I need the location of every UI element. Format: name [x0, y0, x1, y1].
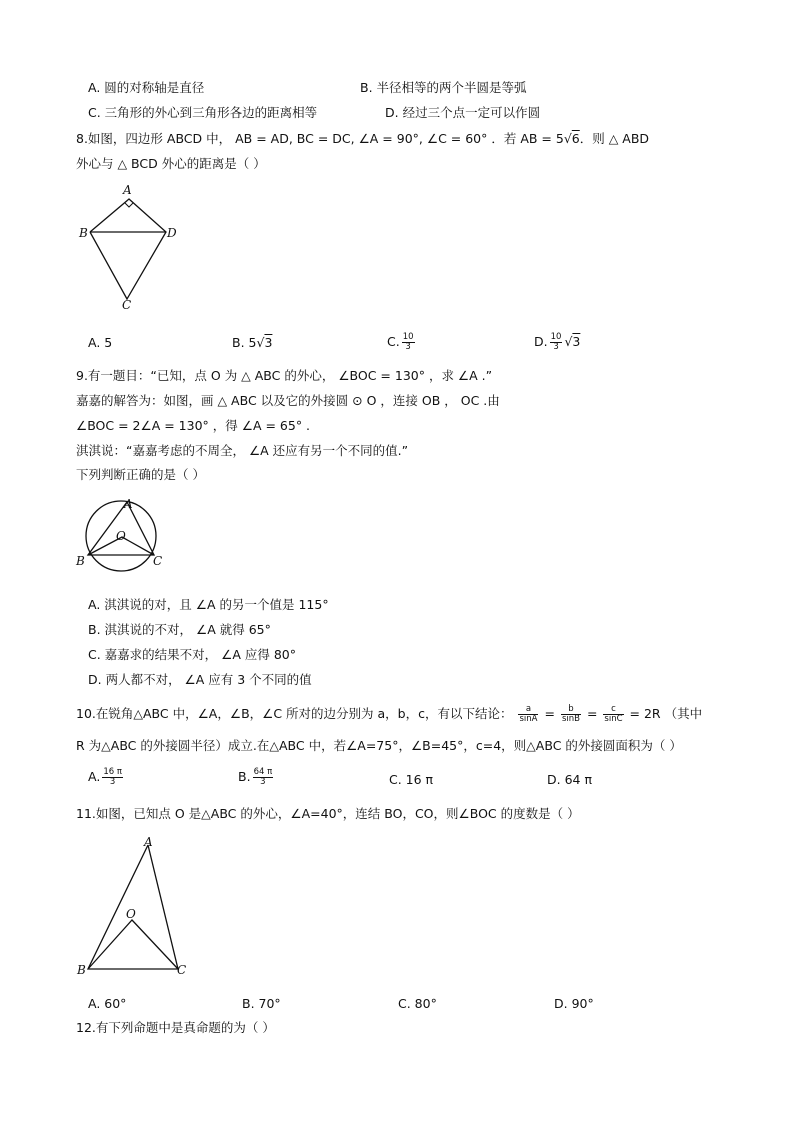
q9-stem-line5: 下列判断正确的是（ ）: [76, 467, 205, 482]
q11-option-d: D. 90°: [554, 996, 594, 1011]
q10-fraction-c-sinc: $\frac{c}{\sin C}$: [604, 704, 623, 724]
q9-option-b: B. 淇淇说的不对， ∠A 就得 65°: [88, 622, 271, 637]
q9-option-a: A. 淇淇说的对，且 ∠A 的另一个值是 115°: [88, 597, 329, 612]
q9-option-d: D. 两人都不对， ∠A 应有 3 个不同的值: [88, 672, 312, 687]
q7-option-a: A. 圆的对称轴是直径: [88, 80, 205, 95]
q9-stem-line2: 嘉嘉的解答为：如图，画 △ ABC 以及它的外接圆 ⊙ O ，连接 OB ， OC .由: [76, 393, 500, 408]
sqrt-symbol: √: [563, 131, 572, 146]
q11-label-c: C: [177, 963, 187, 977]
q9-figure-circumcircle: [76, 492, 176, 572]
q7-option-c: C. 三角形的外心到三角形各边的距离相等: [88, 105, 318, 120]
q12-stem-line1: 12.有下列命题中是真命题的为（ ）: [76, 1020, 275, 1035]
q8-label-c: C: [122, 298, 132, 312]
q10-option-b-fraction: $\frac{64 \pi}{3}$: [253, 767, 273, 787]
q10-option-a: A. $\frac{16 \pi}{3}$: [88, 767, 122, 787]
q10-stem-line2: R 为△ABC 的外接圆半径）成立.在△ABC 中，若∠A=75°，∠B=45°，c=4，则△ABC 的外接圆面积为（ ）: [76, 738, 682, 753]
q10-option-a-fraction: $\frac{16 \pi}{3}$: [103, 767, 122, 787]
q11-stem-line1: 11.如图，已知点 O 是△ABC 的外心，∠A=40°，连结 BO，CO，则∠BOC 的度数是（ ）: [76, 806, 580, 821]
q8-right-angle-mark: [125, 203, 133, 207]
sqrt-symbol: √: [256, 335, 265, 350]
q8-option-d: D. $\frac{10}{3}$ √3: [534, 332, 581, 352]
q10-fraction-b-sinb: $\frac{b}{\sin B}$: [561, 704, 580, 724]
q10-option-b: B. $\frac{64 \pi}{3}$: [238, 767, 273, 787]
q9-stem-line4: 淇淇说：“嘉嘉考虑的不周全， ∠A 还应有另一个不同的值.”: [76, 443, 409, 458]
q9-label-b: B: [76, 554, 85, 568]
q11-option-c: C. 80°: [398, 996, 437, 1011]
q8-option-c: C. $\frac{10}{3}$: [387, 332, 414, 352]
q9-stem-line1: 9.有一题目：“已知，点 O 为 △ ABC 的外心， ∠BOC = 130° ，求 ∠A .”: [76, 368, 493, 383]
q9-label-o: O: [116, 529, 126, 543]
q8-option-c-fraction: $\frac{10}{3}$: [402, 332, 414, 352]
q8-stem-line1: 8.如图，四边形 ABCD 中， AB = AD, BC = DC, ∠A = 90°, ∠C = 60° ．若 AB = 5√6．则 △ ABD: [76, 131, 650, 146]
q8-option-b: B. 5√3: [232, 335, 273, 350]
sqrt-symbol: √: [564, 334, 573, 349]
q9-stem-line3: ∠BOC = 2∠A = 130° ，得 ∠A = 65° .: [76, 418, 311, 433]
q11-label-b: B: [77, 963, 86, 977]
q11-label-a: A: [144, 835, 153, 849]
q9-option-c: C. 嘉嘉求的结果不对， ∠A 应得 80°: [88, 647, 297, 662]
q8-label-d: D: [167, 226, 177, 240]
q11-segments-bo-co: [88, 920, 178, 969]
q10-option-c: C. 16 π: [389, 772, 434, 787]
q11-label-o: O: [126, 907, 136, 921]
q11-option-b: B. 70°: [242, 996, 281, 1011]
q7-option-b: B. 半径相等的两个半圆是等弧: [360, 80, 527, 95]
q11-option-a: A. 60°: [88, 996, 127, 1011]
q7-option-d: D. 经过三个点一定可以作圆: [385, 105, 541, 120]
q11-figure-triangle: [76, 834, 196, 984]
q10-option-d: D. 64 π: [547, 772, 592, 787]
q8-stem-line2: 外心与 △ BCD 外心的距离是（ ）: [76, 156, 266, 171]
q10-stem-line1: 10.在锐角△ABC 中，∠A，∠B，∠C 所对的边分别为 a，b，c，有以下结论： $\frac{a}{\sin A}$ = $\frac{b}{\sin B}$ = $\frac{c}{\sin C}$ = 2R （其中: [76, 704, 703, 724]
q8-option-d-fraction: $\frac{10}{3}$: [550, 332, 562, 352]
q8-quad-outline: [90, 199, 166, 299]
q8-figure-quadrilateral: [76, 180, 186, 310]
q9-label-a: A: [124, 497, 133, 511]
q10-fraction-a-sina: $\frac{a}{\sin A}$: [519, 704, 538, 724]
q8-option-a: A. 5: [88, 335, 113, 350]
q8-label-b: B: [79, 226, 88, 240]
q8-label-a: A: [123, 183, 132, 197]
q9-label-c: C: [153, 554, 163, 568]
